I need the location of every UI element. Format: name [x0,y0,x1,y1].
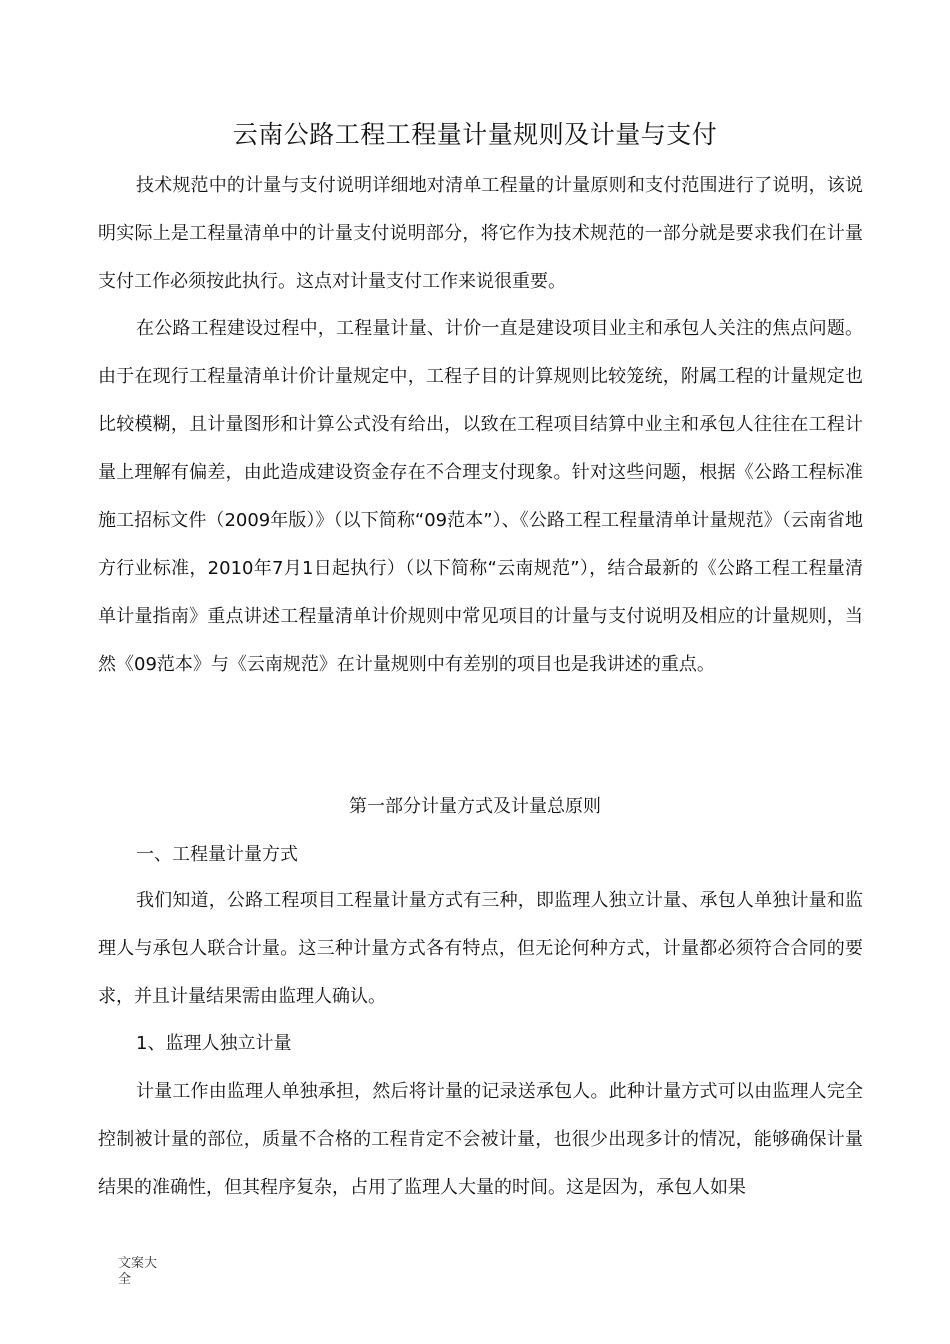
section-title: 第一部分计量方式及计量总原则 [349,796,601,817]
heading-measurement-methods: 一、工程量计量方式 [136,844,298,865]
paragraph-measurement-methods: 我们知道，公路工程项目工程量计量方式有三种，即监理人独立计量、承包人单独计量和监理人与承包人联合计量。这三种计量方式各有特点，但无论何种方式，计量都必须符合合同的要求，并且计量结果需由监理人确认。 [98,890,863,1007]
document-title: 云南公路工程工程量计量规则及计量与支付 [232,120,718,149]
footer-text: 文案大全 [118,1256,158,1287]
paragraph-intro: 技术规范中的计量与支付说明详细地对清单工程量的计量原则和支付范围进行了说明，该说明实际上是工程量清单中的计量支付说明部分，将它作为技术规范的一部分就是要求我们在计量支付工作必须按此执行。这点对计量支付工作来说很重要。 [98,175,863,292]
paragraph-background: 在公路工程建设过程中，工程量计量、计价一直是建设项目业主和承包人关注的焦点问题。由于在现行工程量清单计价计量规定中，工程子目的计算规则比较笼统，附属工程的计量规定也比较模糊，且计量图形和计算公式没有给出，以致在工程项目结算中业主和承包人往往在工程计量上理解有偏差，由此造成建设资金存在不合理支付现象。针对这些问题，根据《公路工程标准施工招标文件（2009年版）》（以下简称“09范本”）、《公路工程工程量清单计量规范》（云南省地方行业标准，2010年7月1日起执行）（以下简称“云南规范”），结合最新的《公路工程工程量清单计量指南》重点讲述工程量清单计价规则中常见项目的计量与支付说明及相应的计量规则，当然《09范本》与《云南规范》在计量规则中有差别的项目也是我讲述的重点。 [98,318,863,675]
heading-independent-measurement: 1、监理人独立计量 [136,1033,292,1054]
paragraph-independent-measurement: 计量工作由监理人单独承担，然后将计量的记录送承包人。此种计量方式可以由监理人完全控制被计量的部位，质量不合格的工程肯定不会被计量，也很少出现多计的情况，能够确保计量结果的准确性，但其程序复杂，占用了监理人大量的时间。这是因为，承包人如果 [98,1081,863,1198]
